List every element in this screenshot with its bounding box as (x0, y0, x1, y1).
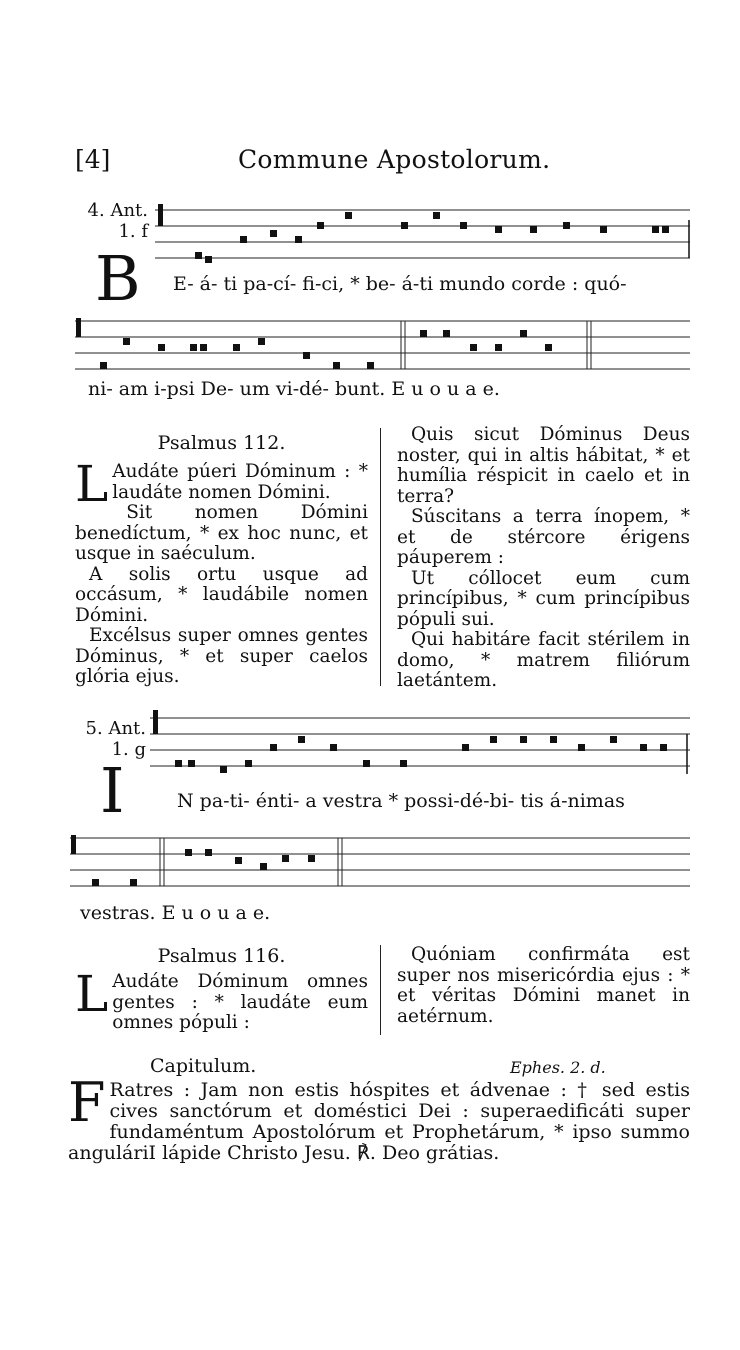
antiphon-4-number: 4. Ant. (87, 200, 148, 221)
psalm-112-left-column (75, 455, 368, 688)
psalm-112-heading: Psalmus 112. (157, 432, 286, 454)
antiphon-4-lyrics-1: E- á- ti pa-cí- fi-ci, * be- á-ti mundo corde : quó- (173, 273, 627, 295)
psalm-112-right-column (397, 425, 690, 692)
antiphon-4-initial: B (95, 242, 141, 315)
capitulum-reference: Ephes. 2. d. (510, 1058, 606, 1077)
capitulum-text: Ratres : Jam non estis hóspites et ádvenae : † sed estis cives sanctórum et doméstici Dei : superaedificáti super fundaméntum Apostolórum et Prophetárum, * ipso summo anguláriI lápide Christo Jesu. ℟. Deo grátias. (68, 1079, 690, 1164)
psalm-112-verse-1: Audáte púeri Dóminum : * laudáte nomen Dómini. (112, 461, 368, 503)
antiphon-5-staff-1 (150, 710, 690, 780)
clef-mark (158, 204, 163, 226)
psalm-116-verse-2: Quóniam confirmáta est super nos misericórdia ejus : * et véritas Dómini manet in aetérnum. (397, 944, 690, 1027)
antiphon-4-label (78, 200, 148, 242)
antiphon-4-staff-2 (75, 318, 690, 373)
antiphon-5-staff-2 (70, 835, 690, 890)
capitulum-body (68, 1071, 690, 1164)
antiphon-5-initial: I (100, 754, 125, 827)
antiphon-4-lyrics-2: ni- am i-psi De- um vi-dé- bunt. E u o u a e. (88, 378, 500, 400)
column-divider (380, 428, 381, 686)
page-number: [4] (75, 145, 111, 174)
capitulum-heading: Capitulum. (150, 1055, 257, 1077)
psalm-116-left-column (75, 965, 368, 1034)
antiphon-5-lyrics-2: vestras. E u o u a e. (80, 902, 271, 924)
psalm-112-verse-8: Qui habitáre facit stérilem in domo, * matrem filiórum laetántem. (397, 629, 690, 691)
antiphon-5-mode: 1. g (111, 739, 146, 760)
psalm-112-verse-3: A solis ortu usque ad occásum, * laudábile nomen Dómini. (75, 563, 368, 626)
antiphon-5-lyrics-1: N pa-ti- énti- a vestra * possi-dé-bi- tis á-nimas (177, 790, 625, 812)
column-divider-2 (380, 945, 381, 1035)
running-title: Commune Apostolorum. (238, 145, 551, 174)
antiphon-4-staff-1 (155, 200, 690, 270)
psalm-116-right-column (397, 945, 690, 1027)
psalm-116-verse-1: Audáte Dóminum omnes gentes : * laudáte eum omnes pópuli : (112, 971, 368, 1033)
psalm-116-heading: Psalmus 116. (157, 945, 286, 967)
psalm-112-verse-6: Súscitans a terra ínopem, * et de stércore érigens páuperem : (397, 506, 690, 568)
capitulum-dropcap: F (68, 1071, 106, 1134)
psalm-116-dropcap: L (75, 965, 109, 1023)
psalm-112-verse-2: Sit nomen Dómini benedíctum, * ex hoc nunc, et usque in saéculum. (75, 502, 368, 564)
psalm-112-verse-7: Ut cóllocet eum cum princípibus, * cum princípibus pópuli sui. (397, 567, 690, 630)
antiphon-4-mode: 1. f (118, 221, 148, 242)
psalm-112-verse-4: Excélsus super omnes gentes Dóminus, * et super caelos glória ejus. (75, 625, 368, 687)
antiphon-5-number: 5. Ant. (85, 718, 146, 739)
psalm-112-verse-5: Quis sicut Dóminus Deus noster, qui in altis hábitat, * et humília réspicit in caelo et in terra? (397, 424, 690, 507)
psalm-112-dropcap: L (75, 455, 109, 513)
